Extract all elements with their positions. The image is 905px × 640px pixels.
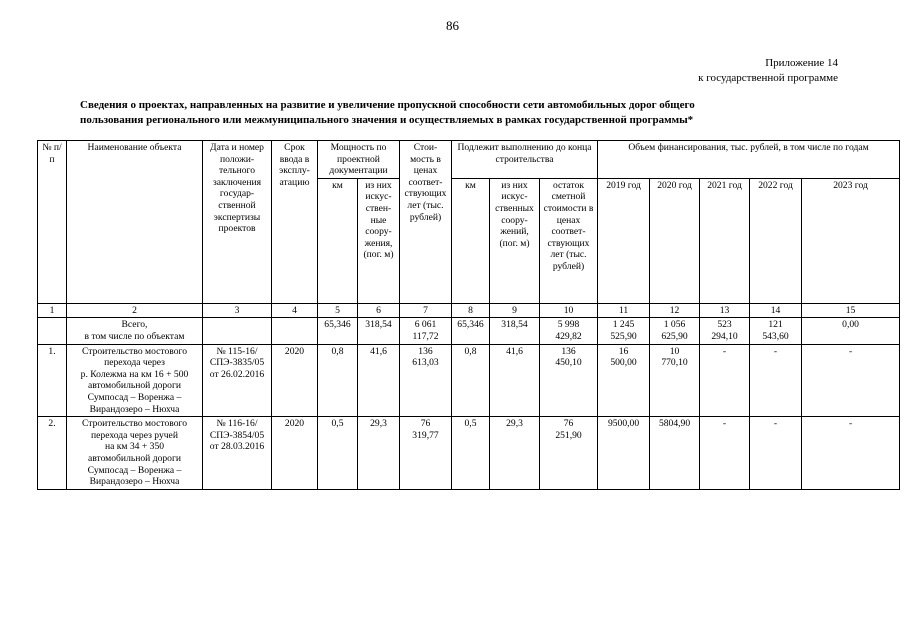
header-km-power: км (318, 178, 358, 303)
row-number-cell: 1. (38, 344, 67, 417)
remaining-cost-cell: 76 251,90 (540, 417, 598, 490)
header-name: Наименование объекта (67, 141, 203, 304)
header-year-2022: 2022 год (750, 178, 802, 303)
header-year-2019: 2019 год (598, 178, 650, 303)
power-km-cell: 0,5 (318, 417, 358, 490)
finance-2022-cell: - (750, 344, 802, 417)
header-row-1 (38, 141, 900, 179)
header-power: Мощность по проектной документации (318, 141, 400, 179)
total-cost-cell: 6 061 117,72 (400, 318, 452, 344)
power-artificial-cell: 29,3 (358, 417, 400, 490)
column-number: 5 (318, 303, 358, 318)
power-km-cell: 65,346 (318, 318, 358, 344)
row-number-cell: 2. (38, 417, 67, 490)
column-number: 1 (38, 303, 67, 318)
title-line2: пользования регионального или межмуниципального значения и осуществляемых в рамках государственной программы* (80, 114, 694, 126)
column-number: 11 (598, 303, 650, 318)
commissioning-year-cell (272, 318, 318, 344)
commissioning-year-cell: 2020 (272, 417, 318, 490)
finance-2021-cell: - (700, 344, 750, 417)
header-year-2021: 2021 год (700, 178, 750, 303)
header-year-2020: 2020 год (650, 178, 700, 303)
column-number: 7 (400, 303, 452, 318)
column-number: 14 (750, 303, 802, 318)
table-row (38, 344, 900, 417)
finance-2019-cell: 1 245 525,90 (598, 318, 650, 344)
object-name-cell: Строительство мостового перехода через р. Колежма на км 16 + 500 автомобильной дороги Сумпосад – Воренжа – Вирандозеро – Нюхча (67, 344, 203, 417)
column-number: 15 (802, 303, 900, 318)
projects-table (37, 140, 900, 490)
header-cost: Стои-мость в ценах соответ-ствующих лет (тыс. рублей) (400, 141, 452, 304)
finance-2022-cell: 121 543,60 (750, 318, 802, 344)
finance-2023-cell: 0,00 (802, 318, 900, 344)
finance-2021-cell: - (700, 417, 750, 490)
column-number: 6 (358, 303, 400, 318)
finance-2021-cell: 523 294,10 (700, 318, 750, 344)
column-number: 3 (203, 303, 272, 318)
column-number: 13 (700, 303, 750, 318)
column-number: 4 (272, 303, 318, 318)
remaining-km-cell: 0,5 (452, 417, 490, 490)
remaining-artificial-cell: 29,3 (490, 417, 540, 490)
object-name-cell: Строительство мостового перехода через ручей на км 34 + 350 автомобильной дороги Сумпосад – Воренжа – Вирандозеро – Нюхча (67, 417, 203, 490)
title-line1: Сведения о проектах, направленных на развитие и увеличение пропускной способности сети автомобильных дорог общего (80, 99, 695, 111)
finance-2023-cell: - (802, 417, 900, 490)
header-km-todo: км (452, 178, 490, 303)
finance-2020-cell: 1 056 625,90 (650, 318, 700, 344)
table-row (38, 318, 900, 344)
page-number: 86 (446, 18, 459, 33)
appendix-line2: к государственной программе (698, 72, 838, 84)
power-artificial-cell: 318,54 (358, 318, 400, 344)
document-title (80, 98, 840, 128)
finance-2019-cell: 16 500,00 (598, 344, 650, 417)
data-rows (38, 318, 900, 489)
header-num: № п/п (38, 141, 67, 304)
header-artificial-todo: из них искус-ственных соору-жений, (пог. м) (490, 178, 540, 303)
object-name-cell: Всего, в том числе по объектам (67, 318, 203, 344)
total-cost-cell: 76 319,77 (400, 417, 452, 490)
header-todo: Подлежит выполнению до конца строительства (452, 141, 598, 179)
header-date: Дата и номер положи-тельного заключения государ-ственной экспертизы проектов (203, 141, 272, 304)
header-rest: остаток сметной стоимости в ценах соответ-ствующих лет (тыс. рублей) (540, 178, 598, 303)
commissioning-year-cell: 2020 (272, 344, 318, 417)
finance-2020-cell: 10 770,10 (650, 344, 700, 417)
header-year-2023: 2023 год (802, 178, 900, 303)
finance-2020-cell: 5804,90 (650, 417, 700, 490)
appendix-caption (698, 56, 838, 86)
table-row (38, 417, 900, 490)
finance-2023-cell: - (802, 344, 900, 417)
expertise-date-cell (203, 318, 272, 344)
power-artificial-cell: 41,6 (358, 344, 400, 417)
column-number: 8 (452, 303, 490, 318)
column-number: 10 (540, 303, 598, 318)
row-number-cell (38, 318, 67, 344)
expertise-date-cell: № 116-16/ СПЭ-3854/05 от 28.03.2016 (203, 417, 272, 490)
header-finance: Объем финансирования, тыс. рублей, в том числе по годам (598, 141, 900, 179)
power-km-cell: 0,8 (318, 344, 358, 417)
column-number-row (38, 303, 900, 318)
column-number: 12 (650, 303, 700, 318)
remaining-km-cell: 0,8 (452, 344, 490, 417)
remaining-km-cell: 65,346 (452, 318, 490, 344)
appendix-line1: Приложение 14 (765, 57, 838, 69)
remaining-artificial-cell: 318,54 (490, 318, 540, 344)
remaining-cost-cell: 136 450,10 (540, 344, 598, 417)
finance-2022-cell: - (750, 417, 802, 490)
remaining-cost-cell: 5 998 429,82 (540, 318, 598, 344)
remaining-artificial-cell: 41,6 (490, 344, 540, 417)
finance-2019-cell: 9500,00 (598, 417, 650, 490)
column-number: 9 (490, 303, 540, 318)
expertise-date-cell: № 115-16/ СПЭ-3835/05 от 26.02.2016 (203, 344, 272, 417)
column-number: 2 (67, 303, 203, 318)
header-artificial-power: из них искус-ствен-ные соору-жения, (пог. м) (358, 178, 400, 303)
total-cost-cell: 136 613,03 (400, 344, 452, 417)
header-term: Срок ввода в эксплу-атацию (272, 141, 318, 304)
